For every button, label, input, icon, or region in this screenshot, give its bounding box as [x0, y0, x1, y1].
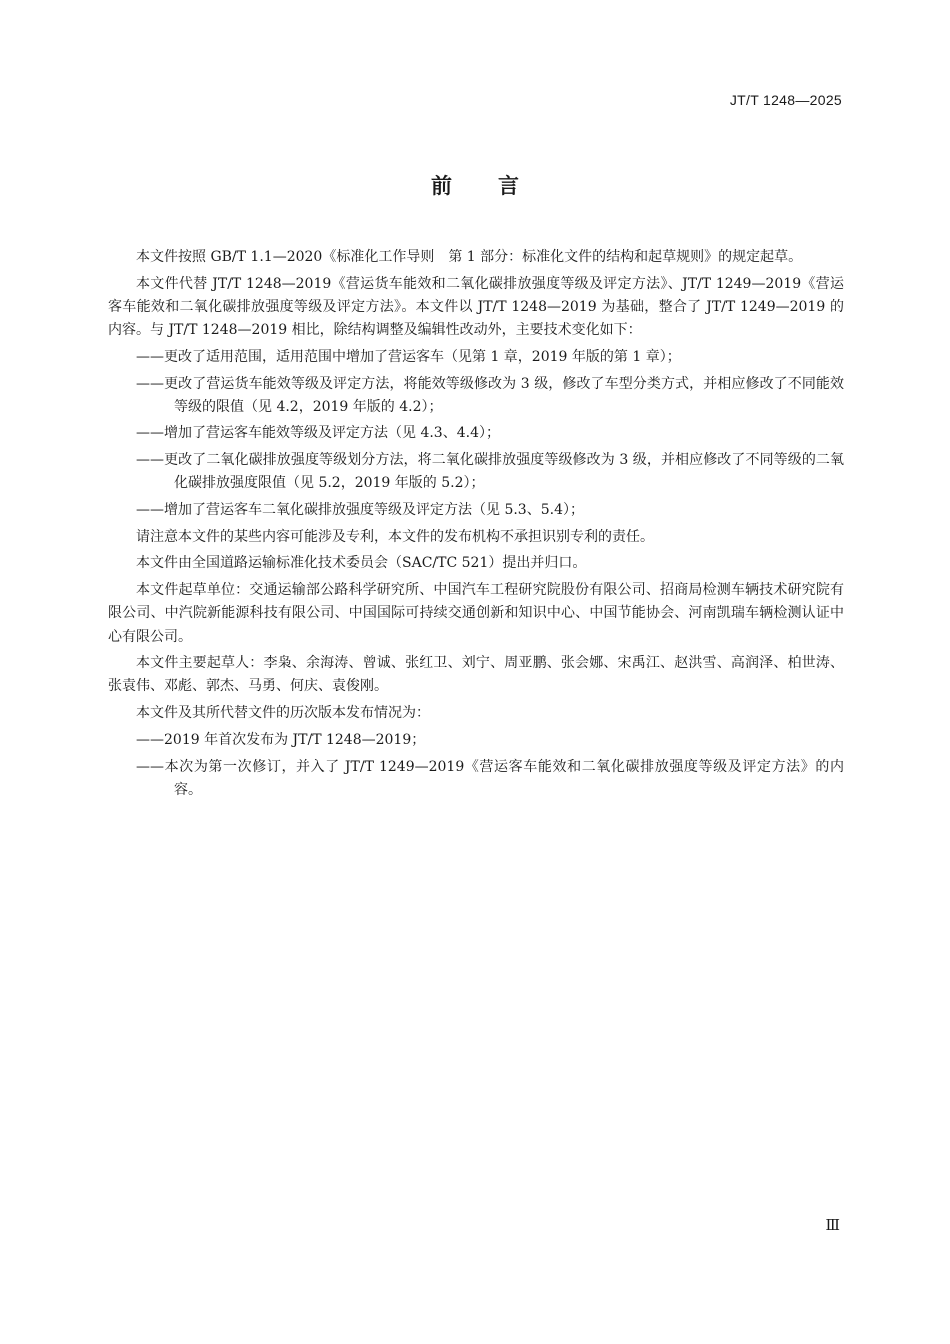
- page-number: Ⅲ: [825, 1216, 840, 1234]
- change-item-bus-efficiency: ——增加了营运客车能效等级及评定方法（见 4.3、4.4）；: [136, 425, 500, 442]
- section-title: 前言: [431, 174, 565, 198]
- paragraph-drafters: 本文件主要起草人：李枭、余海涛、曾诚、张红卫、刘宁、周亚鹏、张会娜、宋禹江、赵洪雪、高润泽、柏世涛、张袁伟、邓彪、郭杰、马勇、何庆、袁俊刚。: [108, 655, 844, 695]
- change-item-bus-co2: ——增加了营运客车二氧化碳排放强度等级及评定方法（见 5.3、5.4）；: [136, 502, 584, 519]
- paragraph-history-intro: 本文件及其所代替文件的历次版本发布情况为：: [136, 705, 430, 722]
- paragraph-drafting-units: 本文件起草单位：交通运输部公路科学研究所、中国汽车工程研究院股份有限公司、招商局检测车辆技术研究院有限公司、中汽院新能源科技有限公司、中国国际可持续交通创新和知识中心、中国节能协会、河南凯瑞车辆检测认证中心有限公司。: [108, 582, 844, 645]
- history-item-first-edition: ——2019 年首次发布为 JT/T 1248—2019；: [136, 731, 426, 748]
- paragraph-patent-notice: 请注意本文件的某些内容可能涉及专利，本文件的发布机构不承担识别专利的责任。: [136, 528, 654, 545]
- change-item-scope: ——更改了适用范围，适用范围中增加了营运客车（见第 1 章，2019 年版的第 1 章）；: [136, 348, 681, 365]
- change-item-co2-grading: ——更改了二氧化碳排放强度等级划分方法，将二氧化碳排放强度等级修改为 3 级，并相应修改了不同等级的二氧化碳排放强度限值（见 5.2，2019 年版的 5.2）；: [136, 452, 844, 492]
- paragraph-drafting-rules: 本文件按照 GB/T 1.1—2020《标准化工作导则 第 1 部分：标准化文件的结构和起草规则》的规定起草。: [136, 249, 803, 265]
- foreword-body: [108, 246, 844, 805]
- change-item-truck-efficiency: ——更改了营运货车能效等级及评定方法，将能效等级修改为 3 级，修改了车型分类方式，并相应修改了不同能效等级的限值（见 4.2，2019 年版的 4.2）；: [136, 375, 844, 415]
- history-item-revision: ——本次为第一次修订，并入了 JT/T 1249—2019《营运客车能效和二氧化碳排放强度等级及评定方法》的内容。: [136, 758, 844, 798]
- paragraph-replacement: 本文件代替 JT/T 1248—2019《营运货车能效和二氧化碳排放强度等级及评定方法》、JT/T 1249—2019《营运客车能效和二氧化碳排放强度等级及评定方法》。本文件以 JT/T 1248—2019 为基础，整合了 JT/T 1249—2019 的内容。与 JT/T 1248—2019 相比，除结构调整及编辑性改动外，主要技术变化如下：: [108, 275, 844, 339]
- paragraph-committee: 本文件由全国道路运输标准化技术委员会（SAC/TC 521）提出并归口。: [136, 555, 587, 572]
- document-code: JT/T 1248—2025: [729, 92, 842, 108]
